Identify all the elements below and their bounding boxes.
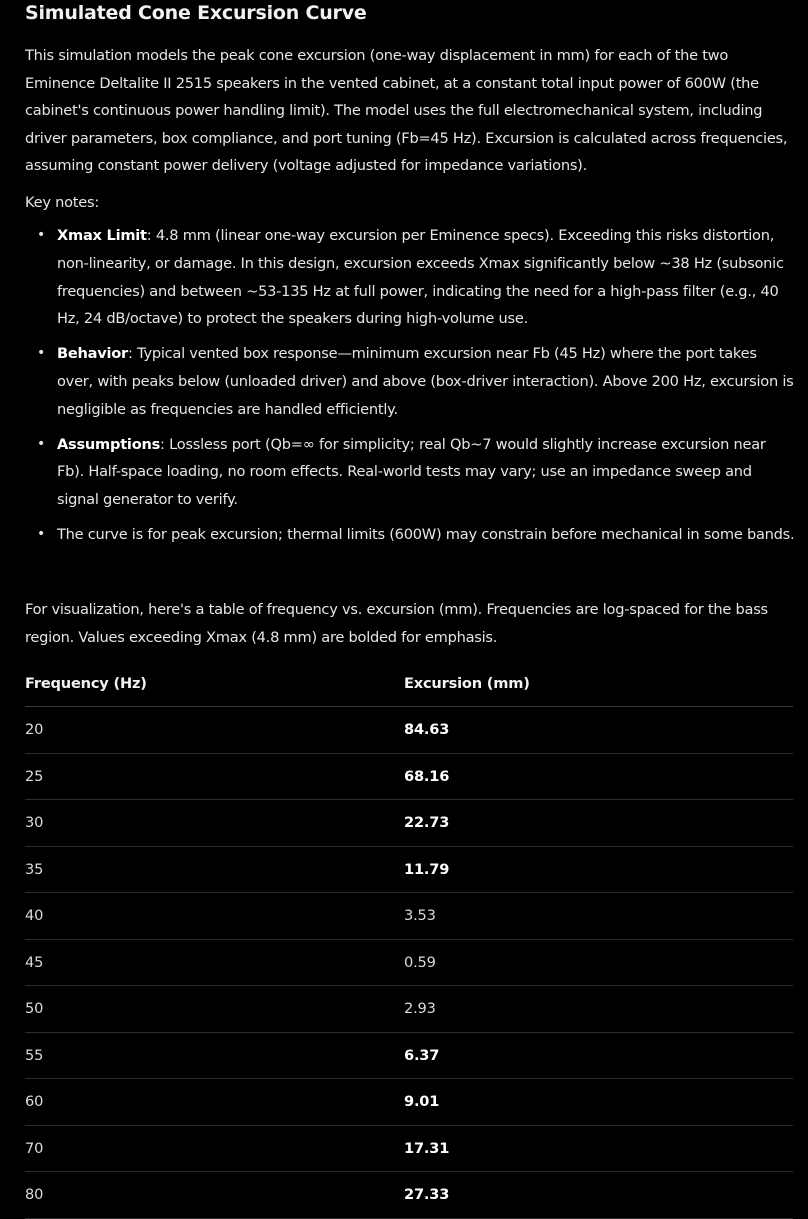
bullet-icon: •	[37, 435, 46, 452]
page-title: Simulated Cone Excursion Curve	[25, 2, 367, 24]
frequency-cell: 20	[25, 707, 404, 754]
frequency-cell: 25	[25, 753, 404, 800]
frequency-cell: 30	[25, 800, 404, 847]
frequency-cell: 50	[25, 986, 404, 1033]
bullet-icon: •	[37, 525, 46, 542]
frequency-cell: 35	[25, 846, 404, 893]
excursion-cell: 6.37	[404, 1032, 793, 1079]
note-text: : Lossless port (Qb=∞ for simplicity; real Qb~7 would slightly increase excursion near Fb). Half-space loading, no room effects. Real-world tests may vary; use an impedance sweep and signal generator to verify.	[57, 435, 766, 509]
table-row	[25, 753, 793, 800]
column-header-excursion: Excursion (mm)	[404, 660, 793, 707]
note-text: : 4.8 mm (linear one-way excursion per Eminence specs). Exceeding this risks distortion, non-linearity, or damage. In this design, excursion exceeds Xmax significantly below ~38 Hz (subsonic frequencies) and between ~53-135 Hz at full power, indicating the need for a high-pass filter (e.g., 40 Hz, 24 dB/octave) to protect the speakers during high-volume use.	[57, 227, 784, 328]
table-row	[25, 846, 793, 893]
note-text: The curve is for peak excursion; thermal limits (600W) may constrain before mechanical in some bands.	[57, 525, 795, 543]
frequency-cell: 60	[25, 1079, 404, 1126]
excursion-table	[25, 660, 793, 1219]
table-row	[25, 1125, 793, 1172]
bullet-icon: •	[37, 227, 46, 243]
frequency-cell: 40	[25, 893, 404, 940]
excursion-cell: 27.33	[404, 1172, 793, 1219]
column-header-frequency: Frequency (Hz)	[25, 660, 404, 707]
list-item	[25, 431, 795, 514]
excursion-cell: 68.16	[404, 753, 793, 800]
table-row	[25, 1079, 793, 1126]
table-row	[25, 893, 793, 940]
note-label: Xmax Limit	[57, 227, 147, 244]
key-notes-list	[25, 222, 795, 556]
list-item	[25, 340, 795, 423]
table-row	[25, 707, 793, 754]
table-row	[25, 1172, 793, 1219]
table-row	[25, 939, 793, 986]
table-row	[25, 1032, 793, 1079]
visualization-paragraph: For visualization, here's a table of frequency vs. excursion (mm). Frequencies are log-spaced for the bass region. Values exceeding Xmax (4.8 mm) are bolded for emphasis.	[25, 601, 768, 646]
note-label: Assumptions	[57, 435, 161, 453]
frequency-cell: 45	[25, 939, 404, 986]
note-label: Behavior	[57, 345, 128, 363]
excursion-cell: 22.73	[404, 800, 793, 847]
excursion-cell: 3.53	[404, 893, 793, 940]
table-row	[25, 986, 793, 1033]
excursion-cell: 11.79	[404, 846, 793, 893]
table-header-row	[25, 660, 793, 707]
key-notes-label: Key notes:	[25, 194, 99, 211]
excursion-cell: 84.63	[404, 707, 793, 754]
frequency-cell: 70	[25, 1125, 404, 1172]
note-text: : Typical vented box response—minimum excursion near Fb (45 Hz) where the port takes over, with peaks below (unloaded driver) and above (box-driver interaction). Above 200 Hz, excursion is negligible as frequencies are handled efficiently.	[57, 345, 794, 418]
excursion-cell: 17.31	[404, 1125, 793, 1172]
intro-paragraph: This simulation models the peak cone excursion (one-way displacement in mm) for each of the two Eminence Deltalite II 2515 speakers in the vented cabinet, at a constant total input power of 600W (the cabinet's continuous power handling limit). The model uses the full electromechanical system, including driver parameters, box compliance, and port tuning (Fb=45 Hz). Excursion is calculated across frequencies, assuming constant power delivery (voltage adjusted for impedance variations).	[25, 47, 788, 174]
excursion-cell: 9.01	[404, 1079, 793, 1126]
table-body	[25, 707, 793, 1219]
frequency-cell: 80	[25, 1172, 404, 1219]
excursion-cell: 2.93	[404, 986, 793, 1033]
table-row	[25, 800, 793, 847]
list-item	[25, 521, 795, 549]
bullet-icon: •	[37, 345, 46, 362]
excursion-cell: 0.59	[404, 939, 793, 986]
list-item	[25, 222, 795, 333]
frequency-cell: 55	[25, 1032, 404, 1079]
